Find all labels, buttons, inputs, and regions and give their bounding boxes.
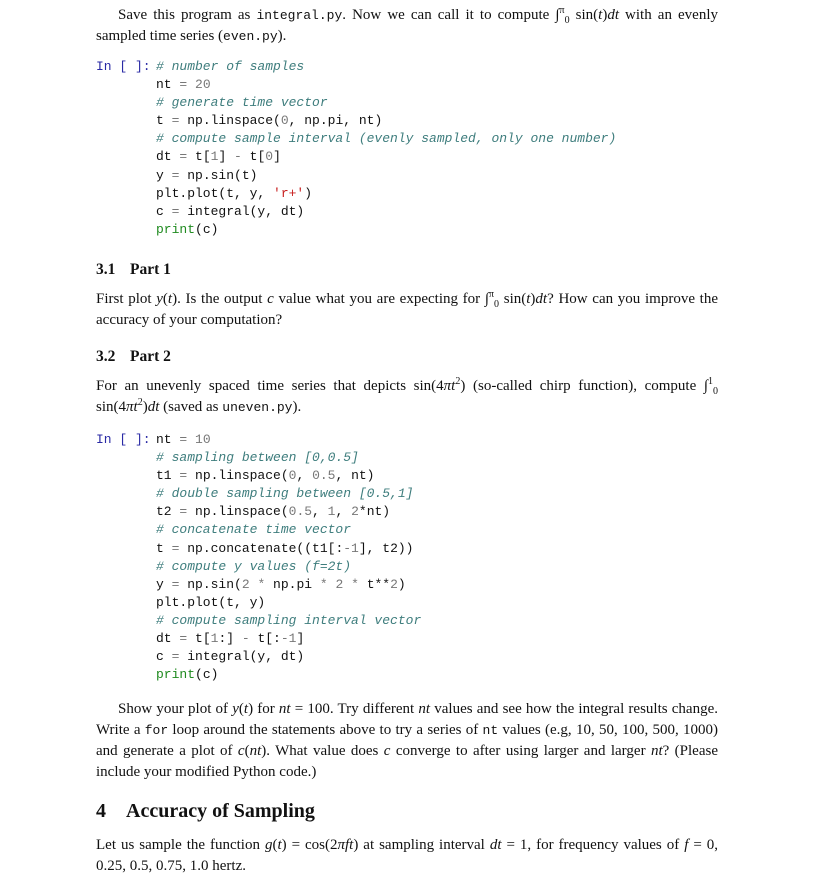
math-run: 1 [707, 375, 713, 387]
code-line [156, 648, 718, 666]
code-token: , np.pi, nt) [288, 113, 383, 129]
code-token: np.pi [273, 576, 313, 592]
math-run: 0 [712, 385, 718, 397]
code-token: 2 [351, 504, 359, 520]
subsection-heading-part-2 [96, 347, 718, 367]
code-token: t [156, 540, 172, 556]
math-run: 0 [564, 15, 570, 26]
code-token: , [312, 504, 328, 520]
text-run: ∫ [555, 7, 560, 23]
code-cell-1[interactable] [96, 58, 718, 239]
code-lines [156, 58, 718, 239]
text-run: sin(4 [96, 398, 126, 415]
code-token: 20 [195, 77, 211, 93]
code-line [156, 167, 718, 185]
code-token: t[ [195, 630, 211, 646]
inline-code: nt [482, 723, 499, 739]
code-lines [156, 431, 718, 684]
code-cell-2[interactable] [96, 431, 718, 684]
code-token: t[: [257, 630, 281, 646]
code-line [156, 431, 718, 449]
code-token: integral(y, dt) [187, 203, 305, 219]
code-token: 0 [288, 468, 297, 484]
math-run: π [488, 288, 495, 300]
math-run: dt [147, 398, 160, 415]
text-run: ) at sampling interval [353, 837, 490, 854]
text-run: = 0, 0.25, 0.5, 0.75, 1.0 hertz. [96, 837, 718, 875]
code-line [156, 612, 718, 630]
math-run: nt [418, 701, 431, 718]
code-token: dt [156, 149, 180, 165]
math-run: π [559, 5, 565, 16]
section-number: 3.1 [96, 260, 116, 278]
code-token: = [179, 504, 196, 520]
code-token: = [171, 576, 188, 592]
text-run: ) = cos(2 [281, 837, 338, 854]
text-run: ( [162, 290, 168, 307]
math-run: f [684, 837, 689, 854]
text-run: ) [142, 398, 148, 415]
code-token: dt [156, 630, 180, 646]
text-run: ). [292, 398, 302, 415]
code-token: # generate time vector [156, 95, 328, 111]
section-title: Part 2 [130, 347, 171, 365]
math-run: c [267, 290, 274, 307]
code-line [156, 467, 718, 485]
code-line [156, 449, 718, 467]
code-token: 2 [335, 576, 344, 592]
code-token: # number of samples [156, 59, 305, 74]
text-run: = 100. Try different [290, 701, 419, 718]
code-token: 1 [210, 149, 219, 165]
text-run: = 1, for frequency values of [501, 837, 685, 854]
code-line [156, 558, 718, 576]
code-token: - [241, 630, 258, 646]
code-token: * [312, 576, 336, 592]
code-token: print [156, 221, 196, 237]
code-line [156, 594, 718, 612]
cell-prompt: In [ ]: [96, 431, 151, 447]
text-run: loop around the statements above to try a series of [168, 722, 483, 739]
code-token: -1 [280, 630, 297, 646]
code-line [156, 185, 718, 203]
code-token: ] [218, 149, 235, 165]
math-run: 2 [455, 375, 461, 387]
code-token: np.linspace( [187, 113, 281, 129]
inline-code: uneven.py [222, 399, 293, 415]
code-line [156, 521, 718, 539]
code-token: np.linspace( [195, 468, 289, 484]
code-token: 0 [265, 149, 274, 165]
cell-prompt: In [ ]: [96, 59, 151, 74]
math-run: g [264, 837, 273, 854]
code-token: = [171, 203, 188, 219]
text-run: with an evenly sampled time series ( [96, 7, 719, 44]
code-token: , [335, 504, 352, 520]
code-token: y [156, 167, 172, 183]
code-token: (c) [195, 221, 219, 237]
code-token: # concatenate time vector [156, 522, 352, 538]
code-token: 1 [210, 630, 219, 646]
section4-paragraph [96, 835, 718, 877]
text-run: values (e.g, 10, 50, 100, 500, 1000) and generate a plot of [96, 722, 719, 760]
text-run: ( [238, 701, 244, 718]
inline-code: even.py [223, 29, 278, 44]
code-line [156, 76, 718, 94]
text-run: ( [272, 837, 278, 854]
plot-instructions-paragraph [96, 699, 718, 783]
text-run: value what you are expecting for [273, 290, 485, 307]
code-line [156, 221, 718, 239]
part2-paragraph [96, 376, 718, 418]
code-line [156, 666, 718, 684]
text-run: values and see how the integral results change. Write a [96, 701, 718, 739]
code-token: - [234, 149, 250, 165]
math-run: πft [337, 837, 354, 854]
code-token: 0.5 [312, 468, 336, 484]
code-token: # sampling between [0,0.5] [156, 450, 359, 466]
math-run: t [526, 290, 531, 307]
code-line [156, 94, 718, 112]
code-line [156, 485, 718, 503]
code-token: 10 [195, 431, 211, 447]
code-token: (c) [195, 667, 219, 683]
code-token: ) [397, 576, 406, 592]
math-run: 2 [137, 396, 143, 408]
math-run: c [237, 743, 245, 760]
text-run: Show your plot of [118, 701, 233, 718]
code-token: ] [296, 630, 305, 646]
code-token: t2 [156, 504, 180, 520]
code-token: # compute sampling interval vector [156, 612, 422, 628]
code-line [156, 58, 718, 76]
code-token: t[ [249, 149, 266, 165]
text-run: (saved as [159, 398, 223, 415]
code-token: , [296, 468, 313, 484]
code-token: np.sin(t) [187, 167, 258, 183]
code-line [156, 148, 718, 166]
text-run: ) (so-called chirp function), compute [460, 377, 704, 394]
text-run: ∫ [484, 290, 489, 307]
math-run: dt [489, 837, 502, 854]
intro-paragraph [96, 5, 718, 47]
text-run: sin( [499, 290, 527, 307]
code-token: = [171, 540, 188, 556]
code-line [156, 540, 718, 558]
code-token: 0.5 [288, 504, 313, 520]
code-token: , nt) [335, 468, 375, 484]
text-run: For an unevenly spaced time series that depicts sin(4 [96, 377, 444, 394]
code-token: :] [218, 630, 242, 646]
section-number: 3.2 [96, 347, 116, 365]
code-token: t** [366, 576, 391, 592]
code-token: c [156, 203, 172, 219]
text-run: ? (Please include your modified Python code.) [96, 743, 718, 781]
code-token: ], t2)) [358, 540, 414, 556]
math-run: πt [126, 398, 138, 415]
section-heading-accuracy [96, 798, 718, 824]
section-title: Part 1 [130, 260, 171, 278]
code-line [156, 630, 718, 648]
text-run: ) [530, 290, 536, 307]
code-token: c [156, 649, 172, 665]
text-run: sin( [569, 7, 599, 23]
math-run: t [243, 701, 249, 718]
math-run: nt [278, 701, 291, 718]
code-token: = [171, 649, 188, 665]
math-run: t [277, 837, 282, 854]
text-run: converge to after using larger and larger [390, 743, 651, 760]
code-line [156, 576, 718, 594]
code-token: print [156, 667, 196, 683]
code-line [156, 203, 718, 221]
text-run: Save this program as [118, 7, 257, 23]
code-token: = [179, 468, 196, 484]
math-run: c [383, 743, 391, 760]
text-run: Let us sample the function [96, 837, 265, 854]
code-token: 2 [241, 576, 250, 592]
inline-code: for [144, 723, 169, 739]
code-token: t[ [195, 149, 211, 165]
subsection-heading-part-1 [96, 260, 718, 280]
math-run: 0 [494, 298, 500, 310]
code-token: # double sampling between [0.5,1] [156, 486, 414, 502]
text-run: ) for [248, 701, 279, 718]
code-token: = [179, 77, 196, 93]
math-run: dt [607, 7, 619, 23]
code-token: nt [156, 431, 180, 447]
code-token: # compute sample interval (evenly sampled, only one number) [156, 131, 617, 147]
text-run: ? How can you improve the accuracy of your computation? [96, 290, 719, 328]
text-run: ∫ [703, 377, 708, 394]
text-run: First plot [96, 290, 157, 307]
math-run: πt [443, 377, 456, 394]
code-token: y [156, 576, 172, 592]
section-number: 4 [96, 800, 106, 823]
section-title: Accuracy of Sampling [126, 800, 315, 823]
code-token: plt.plot(t, y, [156, 185, 274, 201]
code-token: # compute y values (f=2t) [156, 558, 352, 574]
code-token: = [179, 149, 196, 165]
code-token: np.concatenate((t1[: [187, 540, 344, 556]
math-run: t [167, 290, 173, 307]
code-token: t [156, 113, 172, 129]
code-token: t1 [156, 468, 180, 484]
code-token: * [343, 576, 367, 592]
code-token: nt [156, 77, 180, 93]
inline-code: integral.py [256, 8, 343, 23]
code-token: plt.plot(t, y) [156, 594, 266, 610]
code-token: = [179, 630, 196, 646]
code-token: integral(y, dt) [187, 649, 305, 665]
math-run: nt [249, 743, 262, 760]
text-run: . Now we can call it to compute [342, 7, 556, 23]
code-token: 2 [390, 576, 398, 592]
code-line [156, 130, 718, 148]
part1-paragraph [96, 289, 718, 331]
text-run: ( [244, 743, 250, 760]
code-token: np.linspace( [195, 504, 289, 520]
code-token: ) [304, 185, 313, 201]
math-run: t [598, 7, 603, 23]
code-token: 0 [280, 113, 289, 129]
text-run: ). Is the output [172, 290, 268, 307]
code-line [156, 503, 718, 521]
code-token: = [171, 113, 188, 129]
text-run: ). [277, 28, 287, 44]
code-token: = [179, 431, 196, 447]
code-token: np.sin( [187, 576, 242, 592]
math-run: y [156, 290, 163, 307]
code-line [156, 112, 718, 130]
text-run: ). What value does [261, 743, 384, 760]
code-token: * [249, 576, 274, 592]
math-run: dt [535, 290, 548, 307]
code-token: 'r+' [273, 185, 305, 201]
math-run: nt [650, 743, 663, 760]
code-token: *nt) [358, 504, 391, 520]
code-token: 1 [327, 504, 336, 520]
code-token: ] [273, 149, 281, 165]
text-run: ) [602, 7, 608, 23]
code-token: = [171, 167, 188, 183]
code-token: -1 [343, 540, 359, 556]
math-run: y [232, 701, 239, 718]
